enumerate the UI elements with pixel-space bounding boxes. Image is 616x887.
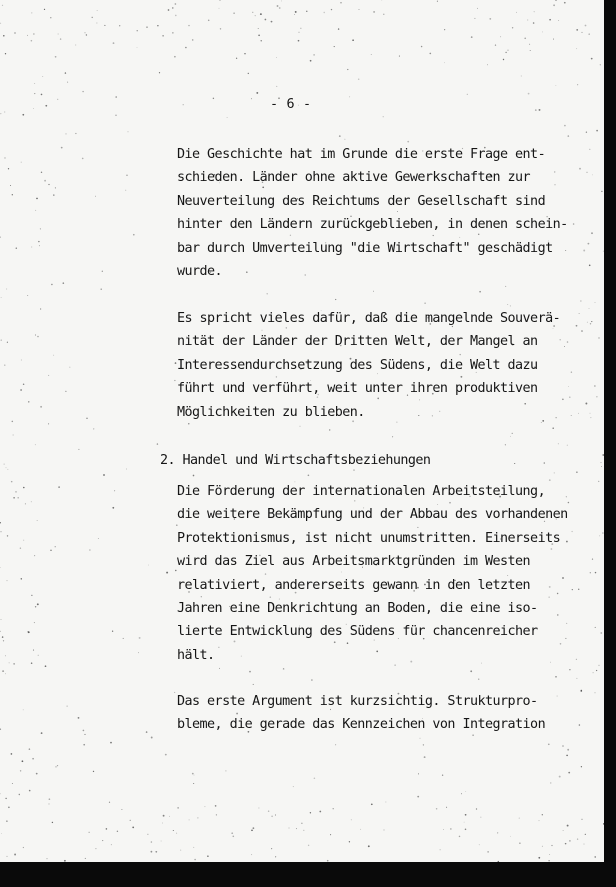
text-line: schieden. Länder ohne aktive Gewerkschaften zur [177,170,531,186]
paragraph-2 [177,307,560,424]
text-line: relativiert, andererseits gewann in den letzten [177,577,531,593]
text-line: Die Geschichte hat im Grunde die erste Frage ent- [177,147,546,162]
text-line: Das erste Argument ist kurzsichtig. Strukturpro- [177,694,538,709]
text-line: nität der Länder der Dritten Welt, der Mangel an [177,334,538,350]
paragraph-4 [177,690,545,737]
section-heading: 2. Handel und Wirtschaftsbeziehungen [160,453,431,468]
text-line: Die Förderung der internationalen Arbeitsteilung, [177,484,546,499]
text-line: Möglichkeiten zu blieben. [177,404,365,420]
text-line: Interessendurchsetzung des Südens, die Welt dazu [177,357,538,373]
paragraph-3 [177,480,568,667]
text-line: hält. [177,647,215,663]
text-line: hinter den Ländern zurückgeblieben, in denen schein- [177,217,568,233]
paragraph-1 [177,143,568,283]
text-line: Jahren eine Denkrichtung an Boden, die eine iso- [177,601,538,617]
text-line: Neuverteilung des Reichtums der Gesellschaft sind [177,193,546,209]
text-line: Protektionismus, ist nicht unumstritten. Einerseits [177,530,561,546]
page-number: - 6 - [270,97,312,112]
text-line: bar durch Umverteilung "die Wirtschaft" geschädigt [177,240,553,256]
text-line: wird das Ziel aus Arbeitsmarktgründen im Westen [177,554,531,570]
text-line: Es spricht vieles dafür, daß die mangelnde Souverä- [177,311,561,326]
text-line: lierte Entwicklung des Südens für chancenreicher [177,624,538,640]
text-line: wurde. [177,264,223,280]
text-line: die weitere Bekämpfung und der Abbau des vorhandenen [177,507,568,523]
text-line: bleme, die gerade das Kennzeichen von Integration [177,717,546,733]
text-line: führt und verführt, weit unter ihren produktiven [177,381,538,397]
